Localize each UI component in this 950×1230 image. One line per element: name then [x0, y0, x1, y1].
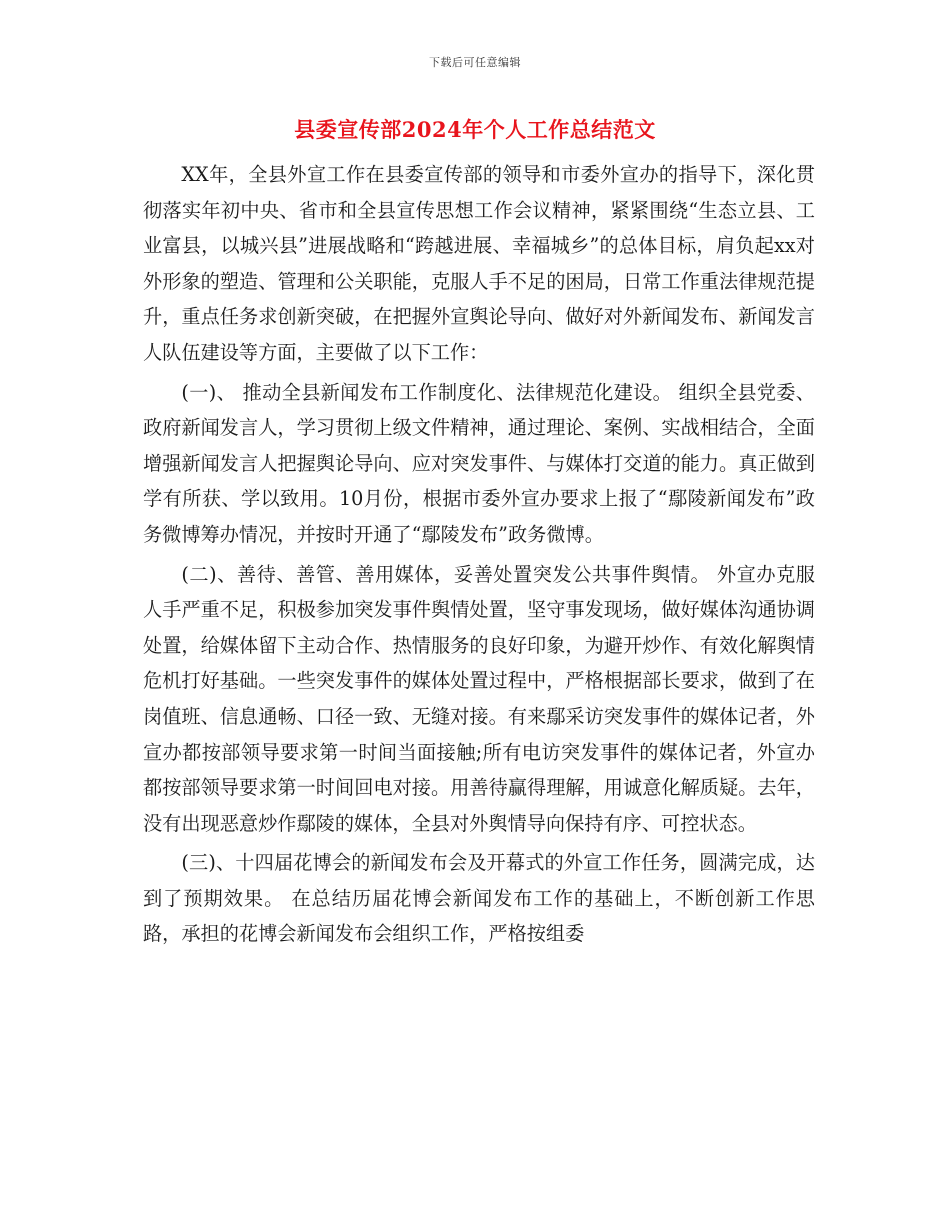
document-body: [143, 157, 815, 952]
paragraph-section-1: (一)、 推动全县新闻发布工作制度化、法律规范化建设。 组织全县党委、政府新闻发言人，学习贯彻上级文件精神，通过理论、案例、实战相结合，全面增强新闻发言人把握舆论导向、应对突发事件、与媒体打交道的能力。真正做到学有所获、学以致用。10月份，根据市委外宣办要求上报了“鄢陵新闻发布”政务微博筹办情况，并按时开通了“鄢陵发布”政务微博。: [143, 380, 815, 546]
paragraph-section-2: (二)、善待、善管、善用媒体，妥善处置突发公共事件舆情。 外宣办克服人手严重不足，积极参加突发事件舆情处置，坚守事发现场，做好媒体沟通协调处置，给媒体留下主动合作、热情服务的良好印象，为避开炒作、有效化解舆情危机打好基础。一些突发事件的媒体处置过程中，严格根据部长要求，做到了在岗值班、信息通畅、口径一致、无缝对接。有来鄢采访突发事件的媒体记者，外宣办都按部领导要求第一时间当面接触;所有电访突发事件的媒体记者，外宣办都按部领导要求第一时间回电对接。用善待赢得理解，用诚意化解质疑。去年，没有出现恶意炒作鄢陵的媒体，全县对外舆情导向保持有序、可控状态。: [143, 562, 815, 835]
document-title: 县委宣传部2024年个人工作总结范文: [294, 117, 656, 142]
page-header-note: 下载后可任意编辑: [429, 56, 521, 69]
paragraph-section-3: (三)、十四届花博会的新闻发布会及开幕式的外宣工作任务，圆满完成，达到了预期效果。 在总结历届花博会新闻发布工作的基础上，不断创新工作思路，承担的花博会新闻发布会组织工作，严格按组委: [143, 851, 815, 946]
paragraph-intro: XX年，全县外宣工作在县委宣传部的领导和市委外宣办的指导下，深化贯彻落实年初中央、省市和全县宣传思想工作会议精神，紧紧围绕“生态立县、工业富县，以城兴县”进展战略和“跨越进展、幸福城乡”的总体目标，肩负起xx对外形象的塑造、管理和公关职能，克服人手不足的困局，日常工作重法律规范提升，重点任务求创新突破，在把握外宣舆论导向、做好对外新闻发布、新闻发言人队伍建设等方面，主要做了以下工作：: [143, 163, 815, 364]
